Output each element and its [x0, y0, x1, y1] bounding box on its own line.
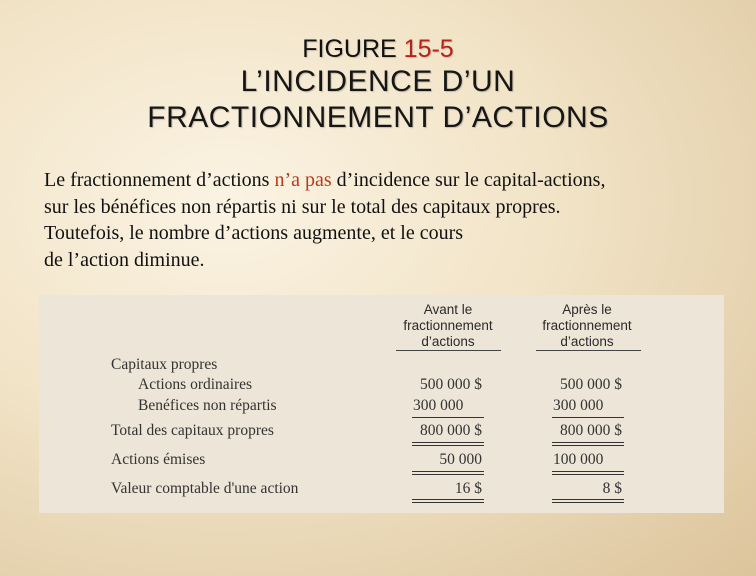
row-capitaux-propres: Capitaux propres	[111, 356, 218, 373]
total-double-rule-avant-1	[412, 442, 484, 443]
intro-line-1	[44, 167, 724, 194]
row-actions-emises-label: Actions émises	[111, 451, 206, 468]
intro-emphasis: n’a pas	[274, 169, 332, 191]
row-actions-emises-avant: 50 000	[439, 451, 482, 468]
row-actions-ordinaires-avant: 500 000 $	[420, 376, 482, 393]
subtotal-rule-apres	[552, 417, 624, 418]
row-benefices-apres: 300 000	[553, 397, 604, 414]
title-block	[0, 34, 756, 136]
total-double-rule-avant-2	[412, 445, 484, 446]
col-header-apres-line: Après le	[562, 302, 612, 317]
total-double-rule-apres-1	[552, 442, 624, 443]
row-actions-emises-apres: 100 000	[553, 451, 604, 468]
value-double-rule-apres-1	[552, 499, 624, 500]
split-table	[39, 295, 724, 513]
intro-line-2	[44, 194, 724, 221]
intro-line-3	[44, 220, 724, 247]
col-header-apres-line: fractionnement	[542, 318, 632, 333]
subtotal-rule-avant	[412, 417, 484, 418]
figure-number: 15-5	[403, 35, 454, 63]
intro-line-1-end: d’incidence sur le capital-actions,	[331, 169, 606, 191]
shares-double-rule-avant-2	[412, 474, 484, 475]
value-double-rule-apres-2	[552, 502, 624, 503]
intro-line-3-text: Toutefois, le nombre d’actions augmente, et le cours	[44, 222, 464, 244]
col-header-avant-line: Avant le	[423, 302, 473, 317]
title-line-2: FRACTIONNEMENT D’ACTIONS	[147, 101, 609, 134]
intro-line-2-text: sur les bénéfices non répartis ni sur le total des capitaux propres.	[44, 195, 561, 218]
col-header-avant-line: fractionnement	[403, 318, 493, 333]
value-double-rule-avant-2	[412, 502, 484, 503]
row-actions-ordinaires-apres: 500 000 $	[560, 376, 622, 393]
row-benefices-label: Benéfices non répartis	[138, 397, 277, 414]
figure-label	[0, 34, 756, 64]
row-total-avant: 800 000 $	[420, 422, 482, 439]
row-valeur-apres: 8 $	[602, 480, 622, 497]
total-double-rule-apres-2	[552, 445, 624, 446]
col-header-avant	[388, 302, 508, 350]
row-total-label: Total des capitaux propres	[111, 422, 274, 439]
shares-double-rule-avant-1	[412, 471, 484, 472]
row-total-apres: 800 000 $	[560, 422, 622, 439]
shares-double-rule-apres-2	[552, 474, 624, 475]
col-header-avant-line: d’actions	[421, 334, 475, 349]
value-double-rule-avant-1	[412, 499, 484, 500]
col-header-avant-rule	[396, 350, 501, 351]
shares-double-rule-apres-1	[552, 471, 624, 472]
row-valeur-avant: 16 $	[454, 480, 482, 497]
intro-line-4	[44, 247, 724, 274]
row-benefices-avant: 300 000	[413, 397, 464, 414]
col-header-apres-rule	[536, 350, 641, 351]
intro-line-1-start: Le fractionnement d’actions	[44, 169, 275, 191]
row-actions-ordinaires-label: Actions ordinaires	[138, 376, 253, 393]
row-valeur-label: Valeur comptable d'une action	[111, 480, 299, 497]
title-line-1: L’INCIDENCE D’UN	[240, 65, 516, 98]
col-header-apres	[527, 302, 647, 350]
intro-line-4-text: de l’action diminue.	[44, 248, 205, 271]
figure-word: FIGURE	[302, 35, 397, 63]
col-header-apres-line: d’actions	[560, 334, 614, 349]
intro-paragraph	[44, 167, 724, 273]
